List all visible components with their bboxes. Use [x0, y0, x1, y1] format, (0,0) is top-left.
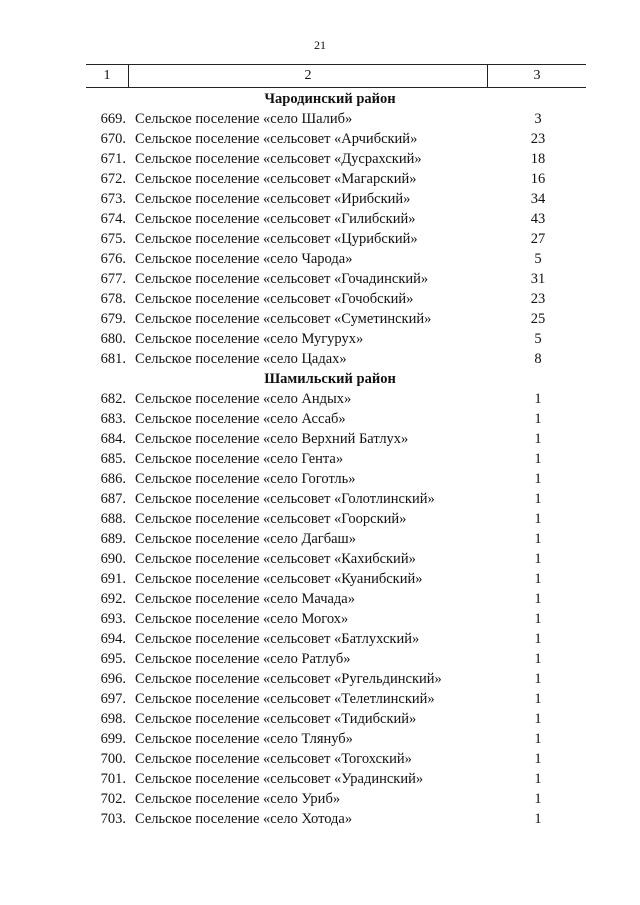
table-row [0, 689, 640, 709]
row-value: 1 [534, 511, 542, 527]
settlement-name: Сельское поселение «сельсовет «Суметинский» [135, 311, 432, 327]
table-row [0, 709, 640, 729]
settlement-name: Сельское поселение «сельсовет «Ирибский» [135, 191, 411, 207]
table-row [0, 649, 640, 669]
settlement-name: Сельское поселение «сельсовет «Гоорский» [135, 511, 407, 527]
settlement-name: Сельское поселение «село Могох» [135, 611, 349, 627]
table-row [0, 329, 640, 349]
column-header-2: 2 [128, 65, 488, 87]
row-number: 669. [100, 111, 126, 127]
row-value: 16 [530, 171, 546, 187]
row-number: 692. [100, 591, 126, 607]
row-number: 696. [100, 671, 126, 687]
row-number: 686. [100, 471, 126, 487]
table-row [0, 589, 640, 609]
row-number: 675. [100, 231, 126, 247]
settlement-name: Сельское поселение «село Уриб» [135, 791, 341, 807]
settlement-name: Сельское поселение «село Гента» [135, 451, 344, 467]
row-number: 684. [100, 431, 126, 447]
row-value: 34 [530, 191, 546, 207]
page-number: 21 [314, 38, 326, 52]
table-row [0, 489, 640, 509]
row-value: 8 [534, 351, 542, 367]
row-number: 694. [100, 631, 126, 647]
settlement-name: Сельское поселение «сельсовет «Цурибский» [135, 231, 418, 247]
row-number: 695. [100, 651, 126, 667]
row-number: 672. [100, 171, 126, 187]
settlement-name: Сельское поселение «село Андых» [135, 391, 352, 407]
row-value: 1 [534, 771, 542, 787]
row-value: 43 [530, 211, 546, 227]
table-row [0, 549, 640, 569]
row-value: 1 [534, 811, 542, 827]
row-value: 31 [530, 271, 546, 287]
table-row [0, 289, 640, 309]
settlement-name: Сельское поселение «село Тлянуб» [135, 731, 353, 747]
table-row [0, 229, 640, 249]
row-value: 1 [534, 691, 542, 707]
settlement-name: Сельское поселение «село Чарода» [135, 251, 353, 267]
settlement-name: Сельское поселение «село Дагбаш» [135, 531, 356, 547]
row-value: 1 [534, 611, 542, 627]
row-value: 23 [530, 131, 546, 147]
table-row [0, 169, 640, 189]
row-number: 690. [100, 551, 126, 567]
row-value: 23 [530, 291, 546, 307]
table-row [0, 309, 640, 329]
settlement-name: Сельское поселение «сельсовет «Тогохский» [135, 751, 412, 767]
settlement-name: Сельское поселение «сельсовет «Тидибский» [135, 711, 417, 727]
settlement-name: Сельское поселение «сельсовет «Гочобский» [135, 291, 414, 307]
settlement-name: Сельское поселение «село Мачада» [135, 591, 355, 607]
section-title: Чародинский район [264, 91, 396, 107]
table-row [0, 789, 640, 809]
row-value: 1 [534, 731, 542, 747]
table-row [0, 469, 640, 489]
settlement-name: Сельское поселение «сельсовет «Кахибский» [135, 551, 416, 567]
settlement-name: Сельское поселение «село Мугурух» [135, 331, 364, 347]
table-row [0, 529, 640, 549]
table-row [0, 769, 640, 789]
row-number: 677. [100, 271, 126, 287]
row-number: 680. [100, 331, 126, 347]
row-value: 25 [530, 311, 546, 327]
table-row [0, 729, 640, 749]
row-value: 1 [534, 631, 542, 647]
table-row [0, 209, 640, 229]
row-number: 681. [100, 351, 126, 367]
table-row [0, 449, 640, 469]
row-number: 689. [100, 531, 126, 547]
table-row [0, 669, 640, 689]
settlement-name: Сельское поселение «сельсовет «Ругельдинский» [135, 671, 442, 687]
row-value: 1 [534, 451, 542, 467]
row-number: 674. [100, 211, 126, 227]
row-value: 1 [534, 651, 542, 667]
settlement-name: Сельское поселение «сельсовет «Гилибский» [135, 211, 416, 227]
settlement-name: Сельское поселение «село Шалиб» [135, 111, 353, 127]
row-value: 1 [534, 431, 542, 447]
settlement-name: Сельское поселение «село Ратлуб» [135, 651, 351, 667]
row-value: 18 [530, 151, 546, 167]
row-value: 1 [534, 491, 542, 507]
table-row [0, 629, 640, 649]
row-number: 682. [100, 391, 126, 407]
settlement-name: Сельское поселение «село Цадах» [135, 351, 347, 367]
row-number: 676. [100, 251, 126, 267]
row-number: 693. [100, 611, 126, 627]
row-value: 1 [534, 551, 542, 567]
column-header-3: 3 [533, 68, 541, 83]
table-row [0, 269, 640, 289]
row-number: 688. [100, 511, 126, 527]
row-number: 671. [100, 151, 126, 167]
row-value: 3 [534, 111, 542, 127]
table-body [0, 89, 640, 829]
row-value: 1 [534, 411, 542, 427]
settlement-name: Сельское поселение «сельсовет «Арчибский» [135, 131, 418, 147]
row-number: 698. [100, 711, 126, 727]
table-row [0, 249, 640, 269]
row-number: 679. [100, 311, 126, 327]
table-row [0, 149, 640, 169]
row-value: 27 [530, 231, 546, 247]
row-value: 1 [534, 391, 542, 407]
row-value: 5 [534, 251, 542, 267]
row-number: 683. [100, 411, 126, 427]
column-header-1: 1 [103, 68, 111, 83]
table-row [0, 609, 640, 629]
row-value: 1 [534, 711, 542, 727]
settlement-name: Сельское поселение «сельсовет «Телетлинский» [135, 691, 435, 707]
row-value: 1 [534, 791, 542, 807]
row-value: 1 [534, 471, 542, 487]
row-number: 685. [100, 451, 126, 467]
settlement-name: Сельское поселение «сельсовет «Голотлинский» [135, 491, 435, 507]
row-value: 1 [534, 591, 542, 607]
settlement-name: Сельское поселение «село Гоготль» [135, 471, 356, 487]
row-value: 1 [534, 571, 542, 587]
row-number: 703. [100, 811, 126, 827]
row-number: 699. [100, 731, 126, 747]
settlement-name: Сельское поселение «сельсовет «Дусрахский» [135, 151, 422, 167]
table-row [0, 429, 640, 449]
table-row [0, 109, 640, 129]
settlement-name: Сельское поселение «сельсовет «Гочадинский» [135, 271, 429, 287]
section-title: Шамильский район [264, 371, 396, 387]
table-row [0, 389, 640, 409]
table-row [0, 409, 640, 429]
settlement-name: Сельское поселение «село Хотода» [135, 811, 353, 827]
row-number: 702. [100, 791, 126, 807]
table-row [0, 569, 640, 589]
table-row [0, 349, 640, 369]
row-number: 670. [100, 131, 126, 147]
table-row [0, 809, 640, 829]
row-value: 5 [534, 331, 542, 347]
table-row [0, 749, 640, 769]
table-header [86, 64, 586, 88]
row-value: 1 [534, 671, 542, 687]
settlement-name: Сельское поселение «село Верхний Батлух» [135, 431, 409, 447]
settlement-name: Сельское поселение «село Ассаб» [135, 411, 346, 427]
row-number: 673. [100, 191, 126, 207]
row-value: 1 [534, 531, 542, 547]
row-number: 700. [100, 751, 126, 767]
table-row [0, 509, 640, 529]
table-row [0, 189, 640, 209]
row-value: 1 [534, 751, 542, 767]
row-number: 697. [100, 691, 126, 707]
row-number: 701. [100, 771, 126, 787]
settlement-name: Сельское поселение «сельсовет «Урадинский» [135, 771, 424, 787]
settlement-name: Сельское поселение «сельсовет «Батлухский» [135, 631, 420, 647]
settlement-name: Сельское поселение «сельсовет «Магарский» [135, 171, 417, 187]
settlement-name: Сельское поселение «сельсовет «Куанибский» [135, 571, 423, 587]
table-row [0, 129, 640, 149]
row-number: 678. [100, 291, 126, 307]
row-number: 691. [100, 571, 126, 587]
row-number: 687. [100, 491, 126, 507]
